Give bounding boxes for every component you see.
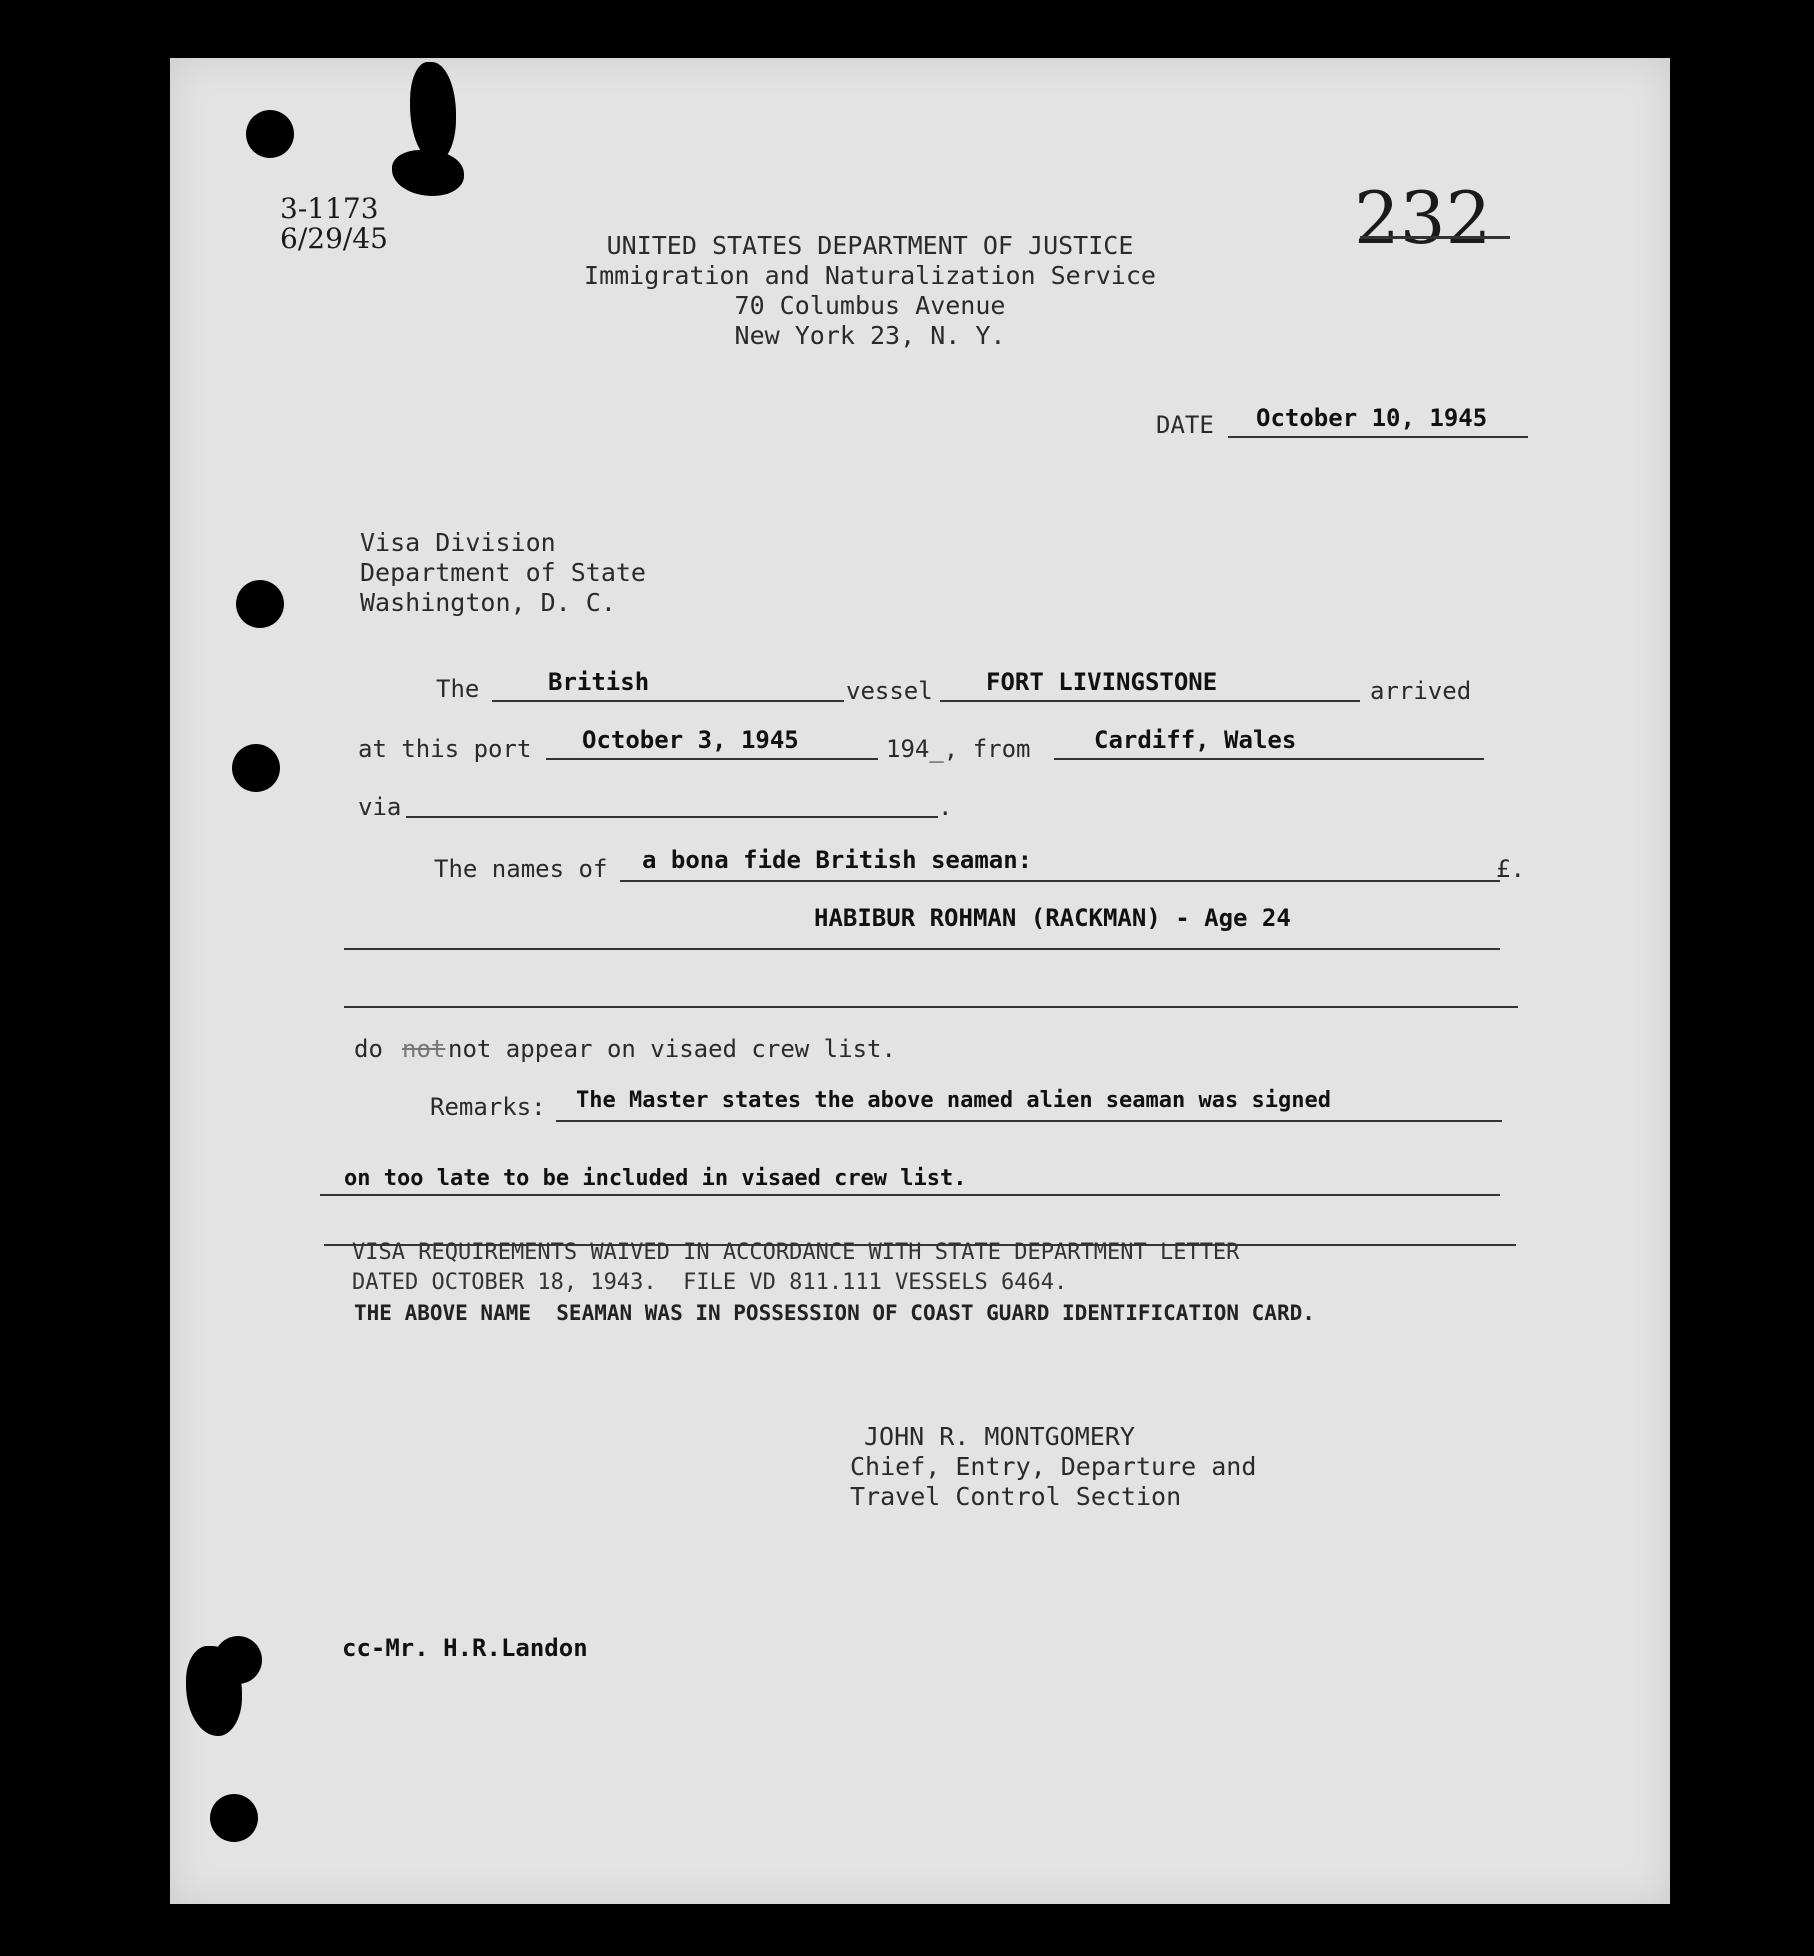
addressee-line-3: Washington, D. C. bbox=[360, 588, 616, 617]
waiver-stamp-line-3: THE ABOVE NAME SEAMAN WAS IN POSSESSION OF COAST GUARD IDENTIFICATION CARD. bbox=[354, 1301, 1315, 1325]
signature-title-2: Travel Control Section bbox=[850, 1482, 1182, 1511]
seaman-underline bbox=[344, 948, 1500, 950]
at-port-label: at this port bbox=[358, 735, 532, 763]
date-value: October 10, 1945 bbox=[1256, 404, 1488, 432]
seaman-name: HABIBUR ROHMAN (RACKMAN) - Age 24 bbox=[814, 904, 1291, 932]
waiver-stamp-line-1: VISA REQUIREMENTS WAIVED IN ACCORDANCE WITH STATE DEPARTMENT LETTER bbox=[352, 1240, 1240, 1265]
origin-value: Cardiff, Wales bbox=[1094, 726, 1297, 754]
page-number: 232 bbox=[1354, 176, 1492, 260]
remarks-line-2: on too late to be included in visaed crew list. bbox=[344, 1166, 967, 1191]
not-appear-struck: not bbox=[402, 1035, 446, 1063]
file-date-note: 6/29/45 bbox=[280, 222, 388, 255]
punch-hole-icon bbox=[232, 744, 280, 792]
remarks-line-1: The Master states the above named alien seaman was signed bbox=[576, 1088, 1331, 1113]
year-from-label: 194_, from bbox=[886, 735, 1031, 763]
vessel-underline bbox=[940, 700, 1360, 702]
ink-blot bbox=[410, 62, 456, 162]
vessel-label: vessel bbox=[846, 677, 933, 705]
letterhead-line-3: 70 Columbus Avenue bbox=[734, 291, 1006, 320]
remarks-label: Remarks: bbox=[430, 1093, 546, 1121]
ink-blot bbox=[186, 1646, 242, 1736]
punch-hole-icon bbox=[246, 110, 294, 158]
letterhead-line-2: Immigration and Naturalization Service bbox=[584, 261, 1156, 290]
letterhead-line-1: UNITED STATES DEPARTMENT OF JUSTICE bbox=[606, 231, 1134, 260]
arrival-date-value: October 3, 1945 bbox=[582, 726, 799, 754]
names-value: a bona fide British seaman: bbox=[642, 846, 1033, 874]
via-end: . bbox=[938, 793, 953, 821]
remarks-underline-2 bbox=[320, 1194, 1500, 1196]
date-underline bbox=[1228, 436, 1528, 438]
punch-hole-icon bbox=[210, 1794, 258, 1842]
letterhead-line-4: New York 23, N. Y. bbox=[734, 321, 1006, 350]
names-label: The names of bbox=[434, 855, 608, 883]
addressee-line-2: Department of State bbox=[360, 558, 646, 587]
not-appear-text: not appear on visaed crew list. bbox=[448, 1035, 896, 1063]
arrival-date-underline bbox=[546, 758, 878, 760]
signature-title-1: Chief, Entry, Departure and bbox=[850, 1452, 1257, 1481]
punch-hole-icon bbox=[236, 580, 284, 628]
names-underline bbox=[620, 880, 1500, 882]
nationality-value: British bbox=[548, 668, 650, 696]
cc-line: cc-Mr. H.R.Landon bbox=[342, 1634, 588, 1662]
file-number-note: 3-1173 bbox=[280, 192, 379, 225]
names-end: £. bbox=[1496, 855, 1525, 883]
vessel-name: FORT LIVINGSTONE bbox=[986, 668, 1218, 696]
ink-blot bbox=[392, 150, 464, 196]
origin-underline bbox=[1054, 758, 1484, 760]
nationality-underline bbox=[492, 700, 844, 702]
blank-underline bbox=[344, 1006, 1518, 1008]
not-appear-prefix: do bbox=[354, 1035, 398, 1063]
date-label: DATE bbox=[1156, 411, 1214, 439]
the-label: The bbox=[436, 675, 480, 703]
document-page bbox=[170, 58, 1670, 1904]
via-label: via bbox=[358, 793, 402, 821]
remarks-underline-1 bbox=[556, 1120, 1502, 1122]
waiver-stamp-line-2: DATED OCTOBER 18, 1943. FILE VD 811.111 VESSELS 6464. bbox=[352, 1270, 1068, 1295]
via-underline bbox=[406, 816, 938, 818]
page-number-underline bbox=[1360, 236, 1510, 239]
addressee-line-1: Visa Division bbox=[360, 528, 556, 557]
signature-name: JOHN R. MONTGOMERY bbox=[864, 1422, 1135, 1451]
arrived-label: arrived bbox=[1370, 677, 1472, 705]
